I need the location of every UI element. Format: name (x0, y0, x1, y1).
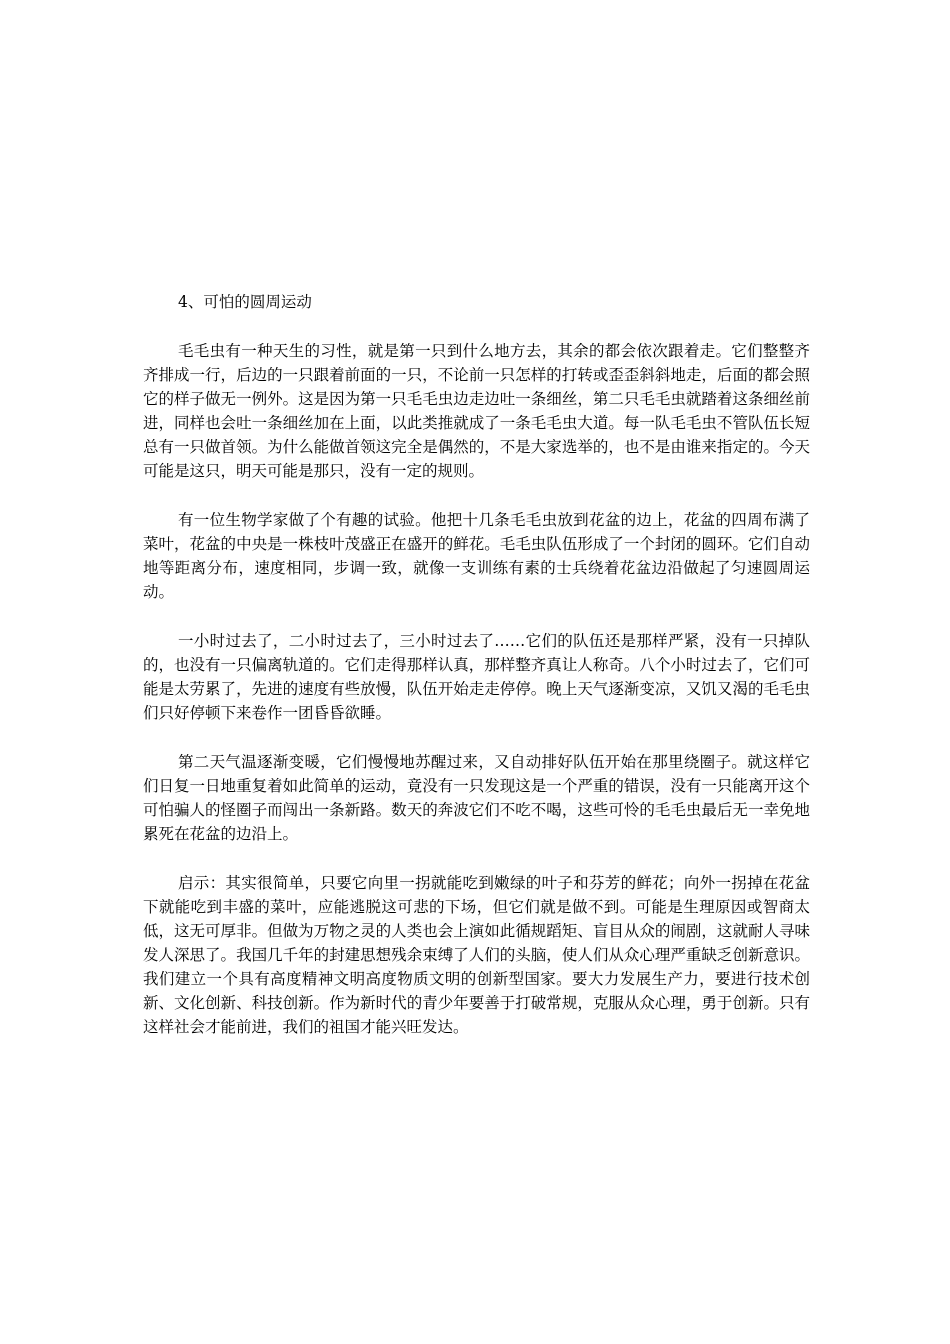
paragraph-experiment: 有一位生物学家做了个有趣的试验。他把十几条毛毛虫放到花盆的边上，花盆的四周布满了菜叶，花盆的中央是一株枝叶茂盛正在盛开的鲜花。毛毛虫队伍形成了一个封闭的圆环。它们自动地等距离分布，速度相同，步调一致，就像一支训练有素的士兵绕着花盆边沿做起了匀速圆周运动。 (143, 511, 810, 601)
paragraph-hours-pass: 一小时过去了，二小时过去了，三小时过去了……它们的队伍还是那样严紧，没有一只掉队的，也没有一只偏离轨道的。它们走得那样认真，那样整齐真让人称奇。八个小时过去了，它们可能是太劳累了，先进的速度有些放慢，队伍开始走走停停。晚上天气逐渐变凉，又饥又渴的毛毛虫们只好停顿下来卷作一团昏昏欲睡。 (143, 632, 810, 722)
paragraph-lesson: 启示：其实很简单，只要它向里一拐就能吃到嫩绿的叶子和芬芳的鲜花；向外一拐掉在花盆下就能吃到丰盛的菜叶，应能逃脱这可悲的下场，但它们就是做不到。可能是生理原因或智商太低，这无可厚非。但做为万物之灵的人类也会上演如此循规蹈矩、盲目从众的闹剧，这就耐人寻味发人深思了。我国几千年的封建思想残余束缚了人们的头脑，使人们从众心理严重缺乏创新意识。我们建立一个具有高度精神文明高度物质文明的创新型国家。要大力发展生产力，要进行技术创新、文化创新、科技创新。作为新时代的青少年要善于打破常规，克服从众心理，勇于创新。只有这样社会才能前进，我们的祖国才能兴旺发达。 (143, 874, 810, 1036)
section-title: 4、可怕的圆周运动 (178, 293, 312, 311)
document-body (143, 290, 810, 1064)
paragraph-caterpillar-habit: 毛毛虫有一种天生的习性，就是第一只到什么地方去，其余的都会依次跟着走。它们整整齐齐排成一行，后边的一只跟着前面的一只，不论前一只怎样的打转或歪歪斜斜地走，后面的都会照它的样子做无一例外。这是因为第一只毛毛虫边走边吐一条细丝，第二只毛毛虫就踏着这条细丝前进，同样也会吐一条细丝加在上面，以此类推就成了一条毛毛虫大道。每一队毛毛虫不管队伍长短总有一只做首领。为什么能做首领这完全是偶然的，不是大家选举的，也不是由谁来指定的。今天可能是这只，明天可能是那只，没有一定的规则。 (143, 342, 810, 480)
paragraph-next-day: 第二天气温逐渐变暖，它们慢慢地苏醒过来，又自动排好队伍开始在那里绕圈子。就这样它们日复一日地重复着如此简单的运动，竟没有一只发现这是一个严重的错误，没有一只能离开这个可怕骗人的怪圈子而闯出一条新路。数天的奔波它们不吃不喝，这些可怜的毛毛虫最后无一幸免地累死在花盆的边沿上。 (143, 753, 810, 843)
